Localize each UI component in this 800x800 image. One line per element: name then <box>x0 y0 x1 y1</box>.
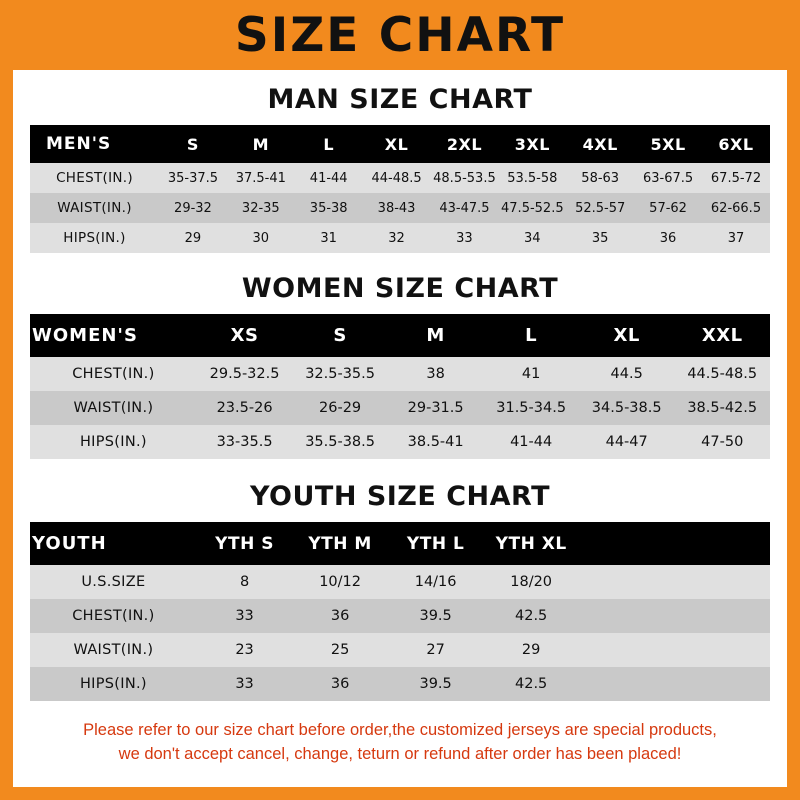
table-row <box>30 223 770 253</box>
man-r1-c6: 52.5-57 <box>575 200 626 216</box>
youth-r3-c4 <box>579 667 675 701</box>
youth-r2-c0: 23 <box>235 642 254 658</box>
women-r2-c1: 35.5-38.5 <box>305 434 375 450</box>
man-r0-c8: 67.5-72 <box>710 170 762 186</box>
women-corner-label: WOMEN'S <box>32 325 138 346</box>
man-col-6: 4XL <box>582 134 618 154</box>
man-r2-c6: 35 <box>591 230 609 246</box>
man-r2-c7: 36 <box>659 230 677 246</box>
man-corner-label: MEN'S <box>46 134 112 154</box>
women-r2-c0: 33-35.5 <box>216 434 273 450</box>
women-r1-c3: 31.5-34.5 <box>496 400 567 416</box>
women-row-2-label: HIPS(IN.) <box>79 434 147 450</box>
youth-corner-label: YOUTH <box>32 533 107 554</box>
man-row-2-label: HIPS(IN.) <box>63 230 126 246</box>
youth-r0-c0: 8 <box>239 574 250 590</box>
page-banner <box>0 0 800 70</box>
man-r0-c5: 53.5-58 <box>507 170 558 186</box>
youth-r2-c5 <box>674 633 770 667</box>
man-r2-c8: 37 <box>727 230 745 246</box>
youth-r3-c1: 36 <box>330 676 350 692</box>
table-header-row <box>30 314 770 357</box>
man-size-section <box>30 84 770 253</box>
women-row-1-label: WAIST(IN.) <box>73 400 154 416</box>
youth-row-0-label: U.S.SIZE <box>81 574 146 590</box>
women-row-0-label: CHEST(IN.) <box>72 366 155 382</box>
youth-r1-c3: 42.5 <box>515 608 548 624</box>
table-row <box>30 163 770 193</box>
youth-r1-c5 <box>674 599 770 633</box>
man-r2-c3: 32 <box>388 230 405 246</box>
women-r2-c4: 44-47 <box>605 434 648 450</box>
youth-section-title: YOUTH SIZE CHART <box>249 481 551 512</box>
table-row <box>30 565 770 599</box>
youth-r0-c4 <box>579 565 675 599</box>
man-row-1-label: WAIST(IN.) <box>57 200 132 216</box>
man-r0-c6: 58-63 <box>581 170 620 186</box>
man-r2-c1: 30 <box>252 230 270 246</box>
man-r0-c7: 63-67.5 <box>642 170 694 186</box>
youth-col-1: YTH M <box>308 533 372 554</box>
youth-r2-c4 <box>579 633 675 667</box>
man-r1-c8: 62-66.5 <box>710 200 762 216</box>
women-col-1: S <box>333 325 347 346</box>
man-r1-c7: 57-62 <box>649 200 687 216</box>
man-r2-c4: 33 <box>456 230 473 246</box>
women-r1-c4: 34.5-38.5 <box>591 400 662 416</box>
youth-r2-c2: 27 <box>426 642 445 658</box>
women-r0-c3: 41 <box>521 366 541 382</box>
man-r1-c0: 29-32 <box>174 200 212 216</box>
footer-line-2: we don't accept cancel, change, teturn or refund after order has been placed! <box>118 744 682 763</box>
man-r0-c2: 41-44 <box>309 170 348 186</box>
man-col-1: M <box>252 134 270 154</box>
youth-col-3: YTH XL <box>495 533 567 554</box>
women-r2-c3: 41-44 <box>510 434 553 450</box>
women-size-table <box>30 314 770 459</box>
youth-col-4 <box>579 522 675 565</box>
youth-r3-c5 <box>674 667 770 701</box>
women-section-title: WOMEN SIZE CHART <box>241 273 559 304</box>
women-r0-c1: 32.5-35.5 <box>305 366 375 382</box>
youth-r2-c3: 29 <box>521 642 541 658</box>
man-col-0: S <box>186 134 199 154</box>
man-col-3: XL <box>384 134 409 154</box>
man-col-5: 3XL <box>514 134 550 154</box>
women-r0-c4: 44.5 <box>610 366 643 382</box>
women-r2-c5: 47-50 <box>701 434 744 450</box>
man-r0-c1: 37.5-41 <box>235 170 286 186</box>
man-col-8: 6XL <box>718 134 754 154</box>
youth-r1-c0: 33 <box>235 608 254 624</box>
footer-disclaimer <box>40 719 760 767</box>
man-row-0-label: CHEST(IN.) <box>56 170 133 186</box>
footer-line-1: Please refer to our size chart before order,the customized jerseys are special products, <box>83 721 717 739</box>
women-r1-c0: 23.5-26 <box>216 400 273 416</box>
youth-r1-c4 <box>579 599 675 633</box>
table-header-row <box>30 125 770 163</box>
table-row <box>30 599 770 633</box>
table-row <box>30 357 770 391</box>
youth-r3-c2: 39.5 <box>419 676 452 692</box>
man-size-table <box>30 125 770 253</box>
women-r0-c0: 29.5-32.5 <box>209 366 280 382</box>
man-r2-c2: 31 <box>320 230 337 246</box>
table-row <box>30 667 770 701</box>
man-col-4: 2XL <box>446 134 483 154</box>
women-col-2: M <box>426 325 445 346</box>
man-section-title: MAN SIZE CHART <box>267 84 533 115</box>
women-col-4: XL <box>613 325 640 346</box>
youth-col-2: YTH L <box>406 533 465 554</box>
youth-r0-c1: 10/12 <box>319 574 361 590</box>
youth-row-1-label: CHEST(IN.) <box>72 608 155 624</box>
table-row <box>30 391 770 425</box>
youth-r0-c3: 18/20 <box>510 574 553 590</box>
youth-col-0: YTH S <box>215 533 274 554</box>
women-col-3: L <box>525 325 538 346</box>
women-r1-c2: 29-31.5 <box>407 400 464 416</box>
youth-row-2-label: WAIST(IN.) <box>73 642 154 658</box>
women-size-section <box>30 273 770 459</box>
women-col-0: XS <box>230 325 259 346</box>
youth-col-5 <box>674 522 770 565</box>
man-r1-c5: 47.5-52.5 <box>501 200 564 216</box>
youth-r1-c1: 36 <box>330 608 350 624</box>
women-r0-c2: 38 <box>426 366 445 382</box>
table-row <box>30 425 770 459</box>
man-r1-c1: 32-35 <box>241 200 280 216</box>
man-col-7: 5XL <box>650 134 686 154</box>
man-col-2: L <box>323 134 335 154</box>
youth-size-section <box>30 481 770 701</box>
man-r2-c5: 34 <box>524 230 541 246</box>
youth-r0-c5 <box>674 565 770 599</box>
table-row <box>30 193 770 223</box>
table-header-row <box>30 522 770 565</box>
man-r1-c4: 43-47.5 <box>439 200 490 216</box>
man-r0-c4: 48.5-53.5 <box>433 170 496 186</box>
youth-r0-c2: 14/16 <box>414 574 457 590</box>
table-row <box>30 633 770 667</box>
man-r1-c3: 38-43 <box>377 200 416 216</box>
youth-r2-c1: 25 <box>330 642 350 658</box>
man-r0-c0: 35-37.5 <box>167 170 219 186</box>
man-r2-c0: 29 <box>184 230 202 246</box>
women-col-5: XXL <box>701 325 743 346</box>
man-r0-c3: 44-48.5 <box>371 170 422 186</box>
women-r1-c5: 38.5-42.5 <box>687 400 758 416</box>
youth-row-3-label: HIPS(IN.) <box>79 676 147 692</box>
man-r1-c2: 35-38 <box>309 200 348 216</box>
youth-size-table <box>30 522 770 701</box>
chart-content <box>13 84 787 767</box>
page-title: SIZE CHART <box>234 7 566 63</box>
youth-r1-c2: 39.5 <box>419 608 452 624</box>
women-r2-c2: 38.5-41 <box>407 434 464 450</box>
women-r1-c1: 26-29 <box>319 400 362 416</box>
youth-r3-c0: 33 <box>235 676 254 692</box>
women-r0-c5: 44.5-48.5 <box>687 366 758 382</box>
youth-r3-c3: 42.5 <box>515 676 548 692</box>
